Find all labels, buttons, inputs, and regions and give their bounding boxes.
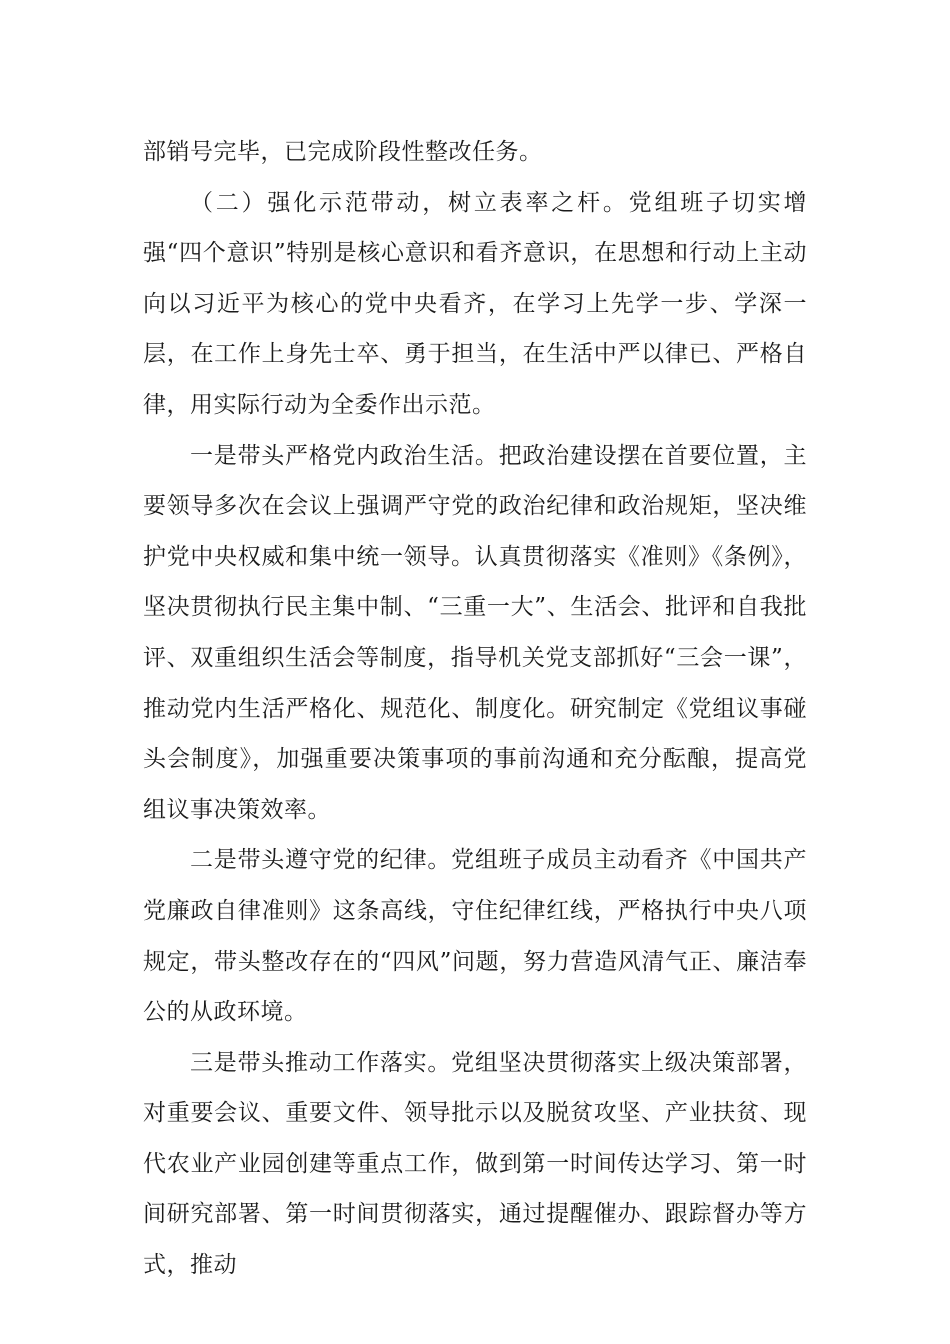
paragraph-item-three: 三是带头推动工作落实。党组坚决贯彻落实上级决策部署，对重要会议、重要文件、领导批示以及脱贫攻坚、产业扶贫、现代农业产业园创建等重点工作，做到第一时间传达学习、第一时间研究部署、第一时间贯彻落实，通过提醒催办、跟踪督办等方式，推动 (143, 1049, 807, 1279)
paragraph-item-one: 一是带头严格党内政治生活。把政治建设摆在首要位置，主要领导多次在会议上强调严守党的政治纪律和政治规矩，坚决维护党中央权威和集中统一领导。认真贯彻落实《准则》《条例》，坚决贯彻执行民主集中制、“三重一大”、生活会、批评和自我批评、双重组织生活会等制度，指导机关党支部抓好“三会一课”，推动党内生活严格化、规范化、制度化。研究制定《党组议事碰头会制度》，加强重要决策事项的事前沟通和充分酝酿，提高党组议事决策效率。 (143, 442, 807, 823)
paragraph-item-two: 二是带头遵守党的纪律。党组班子成员主动看齐《中国共产党廉政自律准则》这条高线，守住纪律红线，严格执行中央八项规定，带头整改存在的“四风”问题，努力营造风清气正、廉洁奉公的从政环境。 (143, 847, 807, 1026)
paragraph-continuation: 部销号完毕，已完成阶段性整改任务。 (143, 139, 543, 165)
paragraph-section-two-heading: （二）强化示范带动，树立表率之杆。党组班子切实增强“四个意识”特别是核心意识和看齐意识，在思想和行动上主动向以习近平为核心的党中央看齐，在学习上先学一步、学深一层，在工作上身先士卒、勇于担当，在生活中严以律已、严格自律，用实际行动为全委作出示范。 (143, 189, 807, 418)
document-body (143, 127, 807, 1291)
